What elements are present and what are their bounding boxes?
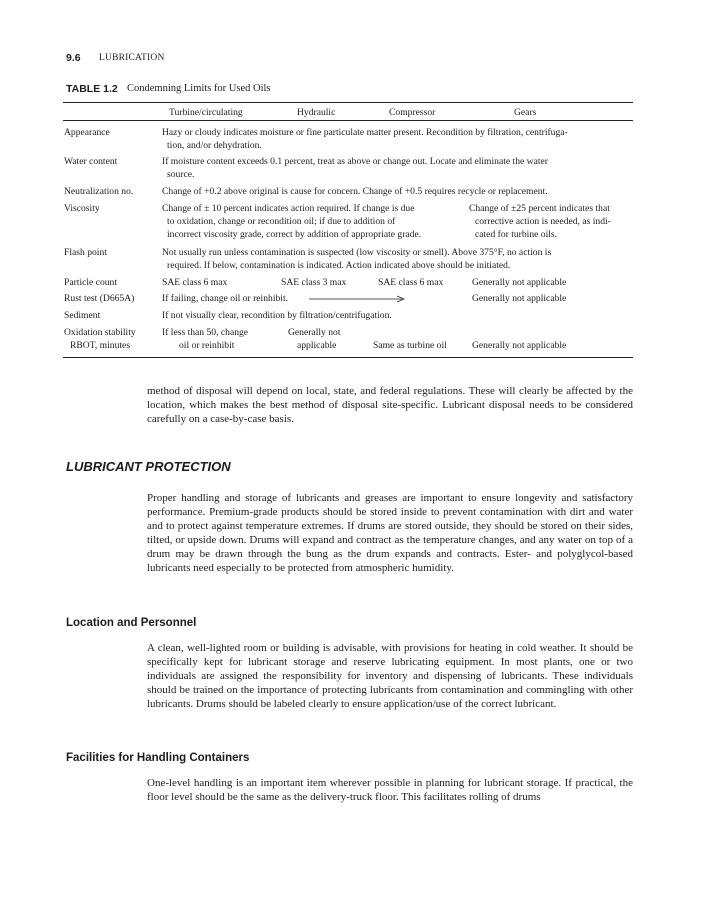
viscosity-left-line3: incorrect viscosity grade, correct by addition of appropriate grade. [167,229,422,240]
section-paragraph: Proper handling and storage of lubricants and greases are important to ensure longevity and satisfactory performance. Premium-grade products should be stored inside to prevent contamination with dirt and water and to protect against temperature extremes. If drums are stored outside, they should be stored on their sides, tilted, or upside down. Drums will expand and contract as the temperature changes, and any water on top of a drum may be drawn through the bung as the drum expands and contracts. Ester- and polyglycol-based lubricants need especially to be protected from atmospheric humidity. [147,492,633,574]
subsection-heading-location: Location and Personnel [66,617,197,629]
rust-arrow-icon [309,294,407,304]
table-caption: Condemning Limits for Used Oils [127,83,271,94]
rust-text: If failing, change oil or reinhibit. [162,293,289,304]
row-label-rust-test: Rust test (D665A) [64,293,135,304]
viscosity-right-line3: cated for turbine oils. [475,229,558,240]
row-label-particle-count: Particle count [64,277,118,288]
viscosity-right-line2: corrective action is needed, as indi- [475,216,611,227]
flash-text-line1: Not usually run unless contamination is suspected (low viscosity or smell). Above 375°F, no action is [162,247,552,258]
column-header-hydraulic: Hydraulic [297,107,336,118]
appearance-text-line2: tion, and/or dehydration. [167,140,262,151]
sediment-text: If not visually clear, recondition by filtration/centrifugation. [162,310,392,321]
row-label-neutralization: Neutralization no. [64,186,134,197]
subsection-heading-facilities: Facilities for Handling Containers [66,752,250,764]
oxidation-compressor: Same as turbine oil [373,340,447,351]
row-label-sediment: Sediment [64,310,101,321]
water-text-line2: source. [167,169,195,180]
row-label-oxidation-line2: RBOT, minutes [70,340,131,351]
row-label-flash-point: Flash point [64,247,107,258]
particle-gears: Generally not applicable [472,277,567,288]
table-header-rule [63,120,633,121]
water-text-line1: If moisture content exceeds 0.1 percent, treat as above or change out. Locate and eliminate the water [162,156,548,167]
neutralization-text: Change of +0.2 above original is cause for concern. Change of +0.5 requires recycle or replacement. [162,186,548,197]
facilities-paragraph: One-level handling is an important item wherever possible in planning for lubricant storage. If practical, the floor level should be the same as the delivery-truck floor. This facilitates rolling of drums [147,777,633,803]
rust-gears: Generally not applicable [472,293,567,304]
running-header-title: LUBRICATION [99,53,165,63]
location-paragraph: A clean, well-lighted room or building is advisable, with provisions for heating in cold weather. It should be specifically kept for lubricant storage and reserve lubricating equipment. In most plants, one or two individuals are assigned the responsibility for inventory and dispensing of lubricants. These individuals should be trained on the importance of protecting lubricants from contamination and commingling with other lubricants. Drums should be labeled clearly to ensure application/use of the correct lubricant. [147,642,633,710]
viscosity-right-line1: Change of ±25 percent indicates that [469,203,610,214]
viscosity-left-line2: to oxidation, change or recondition oil; if due to addition of [167,216,396,227]
column-header-compressor: Compressor [389,107,436,118]
table-top-rule [63,102,633,103]
row-label-water-content: Water content [64,156,118,167]
section-heading: LUBRICANT PROTECTION [66,459,231,474]
particle-hydraulic: SAE class 3 max [281,277,347,288]
row-label-viscosity: Viscosity [64,203,100,214]
oxidation-turbine-line1: If less than 50, change [162,327,249,338]
column-header-gears: Gears [514,107,537,118]
table-bottom-rule [63,357,633,358]
intro-paragraph: method of disposal will depend on local, state, and federal regulations. These will clearly be affected by the location, which makes the best method of disposal site-specific. Lubricant disposal needs to be considered carefully on a case-by-case basis. [147,385,633,425]
oxidation-gears: Generally not applicable [472,340,567,351]
particle-turbine: SAE class 6 max [162,277,228,288]
row-label-appearance: Appearance [64,127,110,138]
appearance-text-line1: Hazy or cloudy indicates moisture or fine particulate matter present. Recondition by filtration, centrifuga- [162,127,568,138]
oxidation-hydraulic-line1: Generally not [288,327,341,338]
oxidation-hydraulic-line2: applicable [297,340,337,351]
oxidation-turbine-line2: oil or reinhibit [179,340,235,351]
column-header-turbine: Turbine/circulating [169,107,243,118]
flash-text-line2: required. If below, contamination is indicated. Action indicated above should be initiated. [167,260,511,271]
viscosity-left-line1: Change of ± 10 percent indicates action required. If change is due [162,203,415,214]
row-label-oxidation-line1: Oxidation stability [64,327,136,338]
particle-compressor: SAE class 6 max [378,277,444,288]
table-label: TABLE 1.2 [66,83,118,95]
section-number: 9.6 [66,52,81,64]
